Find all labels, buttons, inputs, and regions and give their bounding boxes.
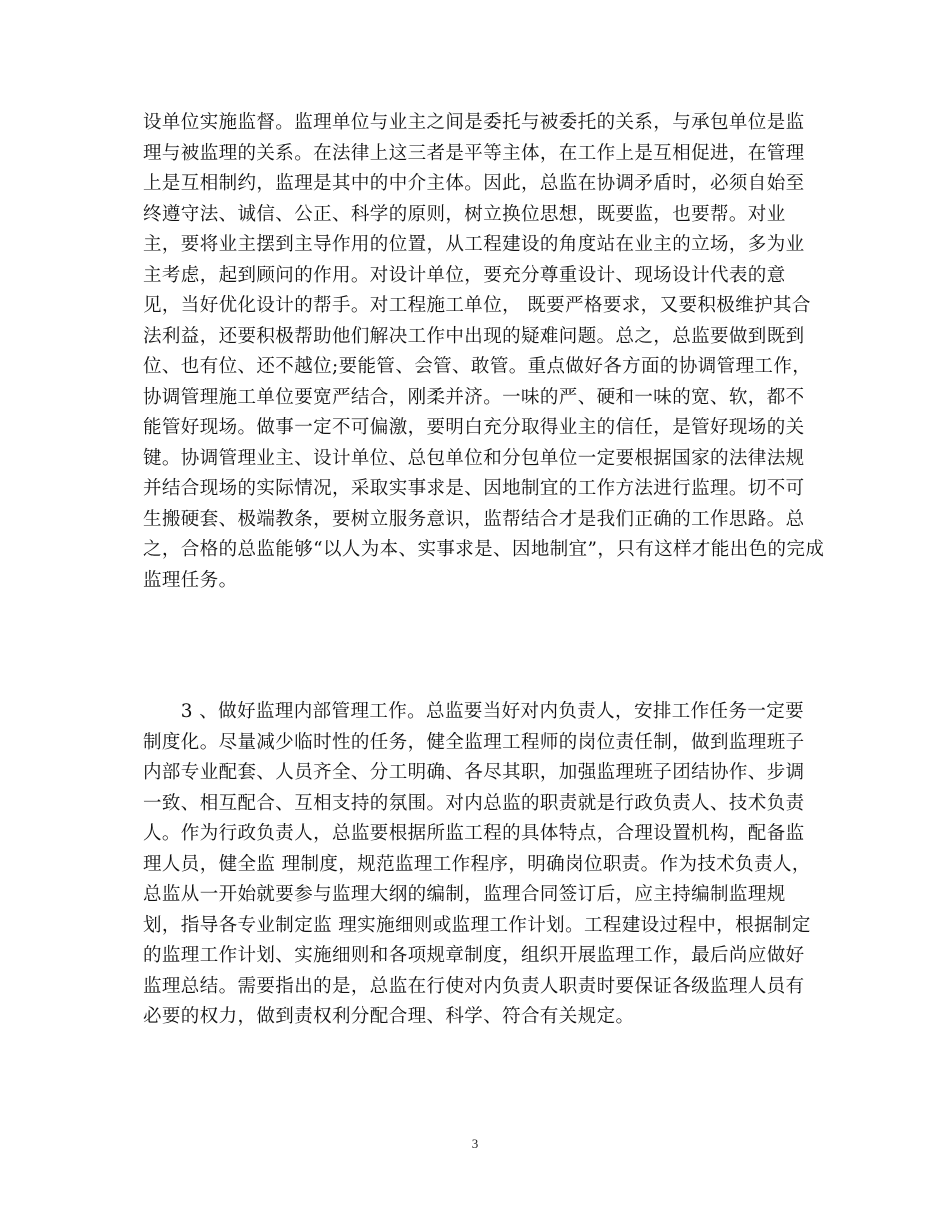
- text-line: 上是互相制约，监理是其中的中介主体。因此，总监在协调矛盾时，必须自始至: [143, 173, 805, 194]
- text-line: 划，指导各专业制定监 理实施细则或监理工作计划。工程建设过程中，根据制定: [143, 914, 811, 936]
- text-line: 的监理工作计划、实施细则和各项规章制度，组织开展监理工作，最后尚应做好: [143, 945, 805, 966]
- text-line: 生搬硬套、极端教条，要树立服务意识，监帮结合才是我们正确的工作思路。总: [143, 508, 805, 530]
- text-line: 监理总结。需要指出的是，总监在行使对内负责人职责时要保证各级监理人员有: [143, 975, 805, 997]
- paragraph-1: [143, 108, 823, 596]
- text-line: 制度化。尽量减少临时性的任务，健全监理工程师的岗位责任制，做到监理班子: [143, 731, 805, 753]
- text-line: 理与被监理的关系。在法律上这三者是平等主体，在工作上是互相促进，在管理: [143, 142, 805, 164]
- text-line: 位、也有位、还不越位;要能管、会管、敢管。重点做好各方面的协调管理工作，: [143, 356, 812, 377]
- text-line: 内部专业配套、人员齐全、分工明确、各尽其职，加强监理班子团结协作、步调: [143, 762, 805, 783]
- text-line: 必要的权力，做到责权利分配合理、科学、符合有关规定。: [143, 1006, 635, 1027]
- text-line: 之，合格的总监能够“以人为本、实事求是、因地制宜”，只有这样才能出色的完成: [143, 539, 825, 560]
- text-line: 主考虑，起到顾问的作用。对设计单位，要充分尊重设计、现场设计代表的意: [143, 264, 786, 286]
- paragraph-2: [143, 697, 823, 1033]
- text-line: 并结合现场的实际情况，采取实事求是、因地制宜的工作方法进行监理。切不可: [143, 478, 805, 499]
- text-line: 能管好现场。做事一定不可偏激，要明白充分取得业主的信任，是管好现场的关: [143, 417, 805, 438]
- text-line: 见，当好优化设计的帮手。对工程施工单位， 既要严格要求，又要积极维护其合: [143, 295, 811, 316]
- text-line: 终遵守法、诚信、公正、科学的原则，树立换位思想，既要监，也要帮。对业: [143, 203, 786, 225]
- text-line: 一致、相互配合、互相支持的氛围。对内总监的职责就是行政负责人、技术负责: [143, 792, 805, 814]
- page-number: 3: [471, 1136, 479, 1151]
- text-line: 设单位实施监督。监理单位与业主之间是委托与被委托的关系，与承包单位是监: [143, 112, 805, 133]
- text-line: 键。协调管理业主、设计单位、总包单位和分包单位一定要根据国家的法律法规: [143, 447, 805, 469]
- text-line: 协调管理施工单位要宽严结合，刚柔并济。一味的严、硬和一味的宽、软，都不: [143, 386, 805, 408]
- text-line: 理人员，健全监 理制度，规范监理工作程序，明确岗位职责。作为技术负责人，: [143, 853, 811, 875]
- text-line: 法利益，还要积极帮助他们解决工作中出现的疑难问题。总之，总监要做到既到: [143, 325, 805, 347]
- text-line: 主，要将业主摆到主导作用的位置，从工程建设的角度站在业主的立场，多为业: [143, 234, 805, 255]
- text-line: 3 、做好监理内部管理工作。总监要当好对内负责人，安排工作任务一定要: [143, 701, 805, 722]
- text-line: 监理任务。: [143, 569, 238, 591]
- text-line: 总监从一开始就要参与监理大纲的编制，监理合同签订后，应主持编制监理规: [143, 884, 786, 905]
- text-line: 人。作为行政负责人，总监要根据所监工程的具体特点，合理设置机构，配备监: [143, 823, 805, 844]
